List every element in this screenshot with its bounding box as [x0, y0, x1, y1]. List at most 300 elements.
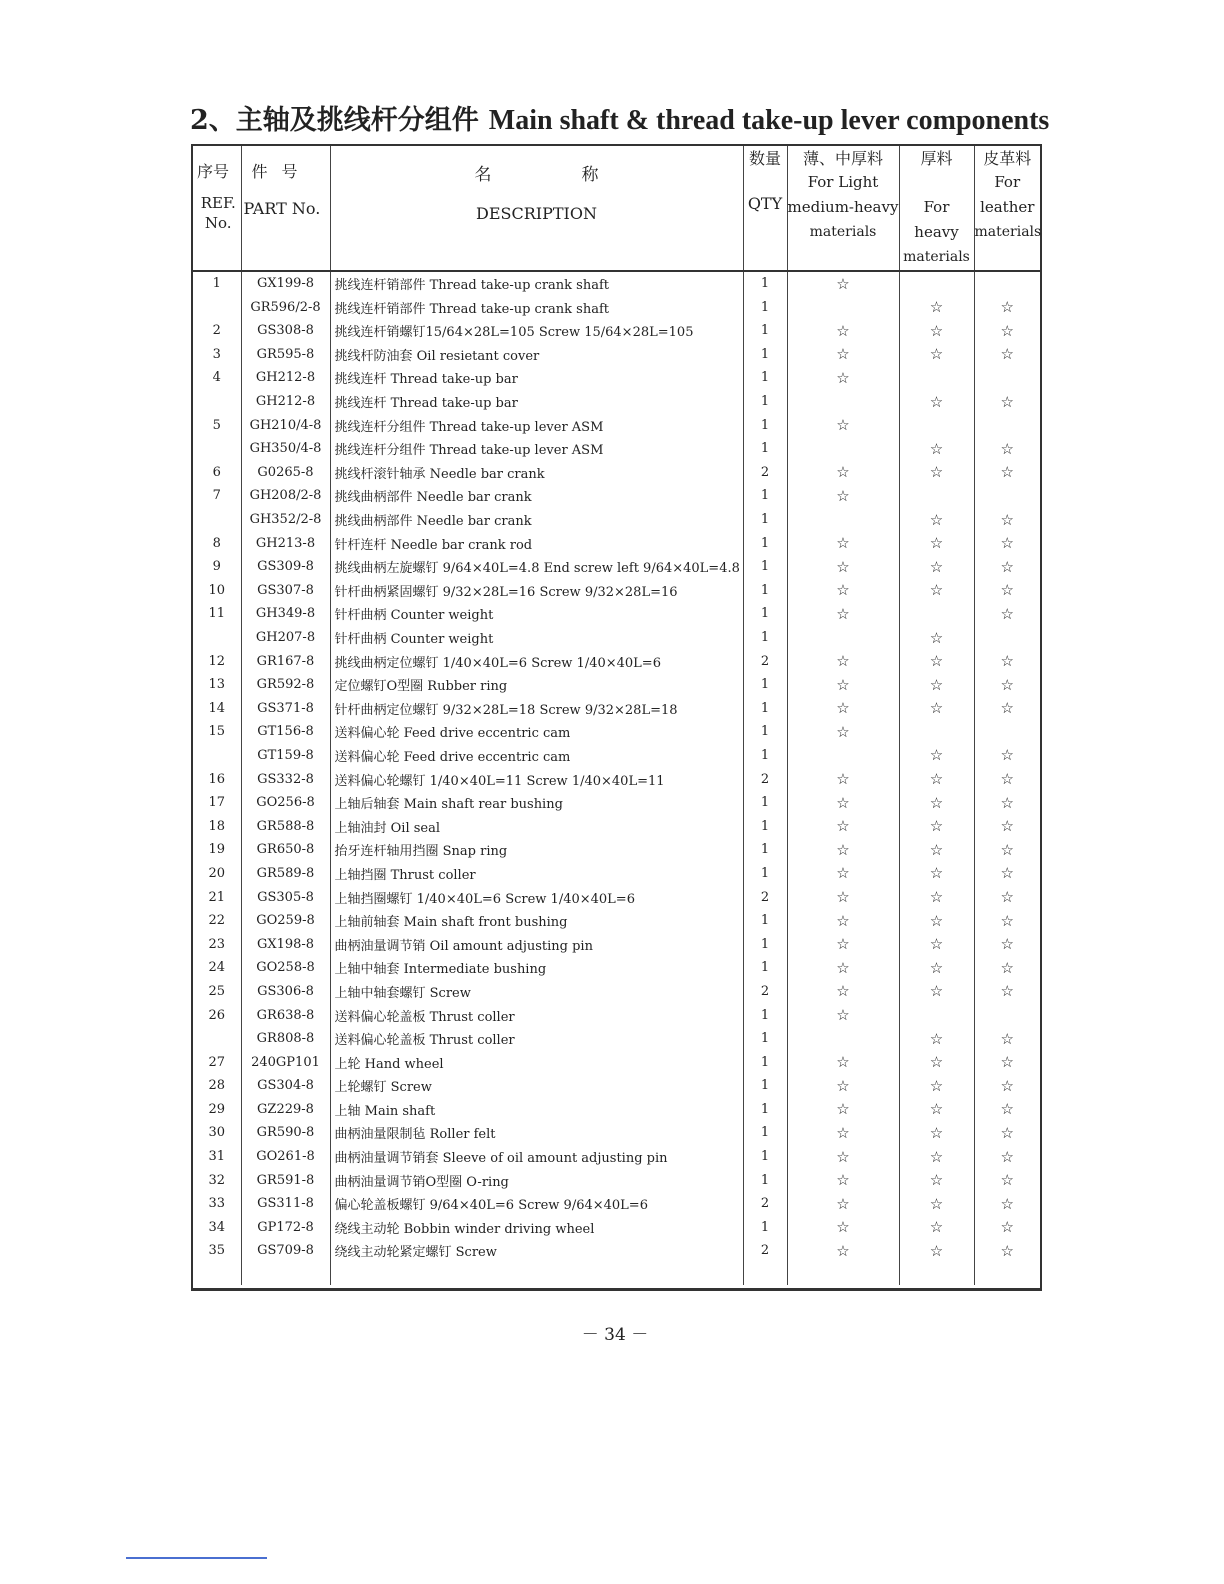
qty-cell: 1: [743, 390, 787, 414]
qty-cell: 1: [743, 956, 787, 980]
part-number-cell: GR167-8: [241, 649, 330, 673]
heavy-materials-cell: [899, 1003, 974, 1027]
empty-cell: [241, 1263, 330, 1285]
leather-materials-cell: [974, 413, 1040, 437]
leather-materials-cell: [974, 767, 1040, 791]
qty-cell: 1: [743, 1098, 787, 1122]
qty-cell: 1: [743, 271, 787, 296]
part-number-cell: GS304-8: [241, 1074, 330, 1098]
leather-materials-cell: [974, 531, 1040, 555]
star-icon: ☆: [836, 345, 850, 364]
star-icon: ☆: [836, 982, 850, 1001]
qty-cell: 2: [743, 1239, 787, 1263]
ref-cell: 30: [193, 1121, 241, 1145]
qty-cell: 1: [743, 602, 787, 626]
leather-materials-cell: [974, 814, 1040, 838]
light-materials-cell: [787, 1145, 899, 1169]
part-number-cell: GO256-8: [241, 791, 330, 815]
qty-cell: 1: [743, 1168, 787, 1192]
table-row: [193, 696, 1040, 720]
star-icon: ☆: [929, 1147, 944, 1166]
star-icon: ☆: [1000, 439, 1014, 458]
leather-materials-cell: [974, 461, 1040, 485]
table-row: [193, 649, 1040, 673]
star-icon: ☆: [836, 864, 850, 883]
blue-underline-mark: [126, 1557, 267, 1559]
part-number-cell: 240GP101: [241, 1050, 330, 1074]
description-cell: 针杆曲柄 Counter weight: [330, 626, 743, 650]
heavy-materials-cell: [899, 508, 974, 532]
description-cell: 曲柄油量调节销套 Sleeve of oil amount adjusting pin: [330, 1145, 743, 1169]
description-cell: 上轮 Hand wheel: [330, 1050, 743, 1074]
header-light-en3: materials: [809, 223, 877, 240]
leather-materials-cell: [974, 1098, 1040, 1122]
part-number-cell: GR588-8: [241, 814, 330, 838]
qty-cell: 1: [743, 295, 787, 319]
header-ref-zh: 序号: [197, 162, 230, 181]
empty-cell: [974, 1263, 1040, 1285]
ref-cell: 24: [193, 956, 241, 980]
part-number-cell: GS709-8: [241, 1239, 330, 1263]
star-icon: ☆: [929, 1123, 944, 1142]
qty-cell: 1: [743, 720, 787, 744]
star-icon: ☆: [836, 581, 850, 600]
table-row: [193, 673, 1040, 697]
star-icon: ☆: [1000, 1194, 1014, 1213]
star-icon: ☆: [836, 793, 850, 812]
star-icon: ☆: [929, 1053, 944, 1072]
description-cell: 抬牙连杆轴用挡圈 Snap ring: [330, 838, 743, 862]
leather-materials-cell: [974, 744, 1040, 768]
table-row: [193, 767, 1040, 791]
part-number-cell: GR589-8: [241, 862, 330, 886]
part-number-cell: GR590-8: [241, 1121, 330, 1145]
description-cell: 送料偏心轮 Feed drive eccentric cam: [330, 720, 743, 744]
star-icon: ☆: [836, 486, 850, 505]
part-number-cell: GO258-8: [241, 956, 330, 980]
star-icon: ☆: [929, 935, 944, 954]
star-icon: ☆: [1000, 911, 1014, 930]
star-icon: ☆: [1000, 1241, 1014, 1260]
table-row: [193, 413, 1040, 437]
leather-materials-cell: [974, 1050, 1040, 1074]
ref-cell: 25: [193, 980, 241, 1004]
qty-cell: 2: [743, 461, 787, 485]
star-icon: ☆: [836, 722, 850, 741]
star-icon: ☆: [929, 864, 944, 883]
light-materials-cell: [787, 437, 899, 461]
part-number-cell: GR596/2-8: [241, 295, 330, 319]
light-materials-cell: [787, 413, 899, 437]
description-cell: 挑线连杆销部件 Thread take-up crank shaft: [330, 271, 743, 296]
light-materials-cell: [787, 343, 899, 367]
ref-cell: 15: [193, 720, 241, 744]
part-number-cell: GR591-8: [241, 1168, 330, 1192]
qty-cell: 1: [743, 932, 787, 956]
ref-cell: [193, 626, 241, 650]
ref-cell: 3: [193, 343, 241, 367]
leather-materials-cell: [974, 484, 1040, 508]
star-icon: ☆: [1000, 1029, 1014, 1048]
light-materials-cell: [787, 366, 899, 390]
star-icon: ☆: [836, 1100, 850, 1119]
light-materials-cell: [787, 555, 899, 579]
light-materials-cell: [787, 1216, 899, 1240]
star-icon: ☆: [1000, 675, 1014, 694]
leather-materials-cell: [974, 838, 1040, 862]
description-cell: 上轴油封 Oil seal: [330, 814, 743, 838]
part-number-cell: GH349-8: [241, 602, 330, 626]
part-number-cell: GT159-8: [241, 744, 330, 768]
header-light-en1: For Light: [807, 172, 879, 191]
table-row: [193, 791, 1040, 815]
description-cell: 挑线连杆销螺钉15/64×28L=105 Screw 15/64×28L=105: [330, 319, 743, 343]
star-icon: ☆: [836, 1123, 850, 1142]
part-number-cell: GR592-8: [241, 673, 330, 697]
star-icon: ☆: [929, 392, 944, 411]
qty-cell: 1: [743, 862, 787, 886]
empty-cell: [899, 1263, 974, 1285]
empty-cell: [330, 1263, 743, 1285]
qty-cell: 2: [743, 767, 787, 791]
heavy-materials-cell: [899, 814, 974, 838]
part-number-cell: GS371-8: [241, 696, 330, 720]
star-icon: ☆: [929, 1076, 944, 1095]
light-materials-cell: [787, 838, 899, 862]
header-heavy-en3: materials: [903, 248, 970, 265]
star-icon: ☆: [836, 1241, 850, 1260]
description-cell: 曲柄油量调节销O型圈 O-ring: [330, 1168, 743, 1192]
ref-cell: 27: [193, 1050, 241, 1074]
star-icon: ☆: [1000, 982, 1014, 1001]
ref-cell: [193, 295, 241, 319]
table-row: [193, 579, 1040, 603]
star-icon: ☆: [836, 770, 850, 789]
leather-materials-cell: [974, 1192, 1040, 1216]
ref-cell: 21: [193, 885, 241, 909]
part-number-cell: GH213-8: [241, 531, 330, 555]
description-cell: 曲柄油量限制毡 Roller felt: [330, 1121, 743, 1145]
leather-materials-cell: [974, 1145, 1040, 1169]
leather-materials-cell: [974, 932, 1040, 956]
leather-materials-cell: [974, 1027, 1040, 1051]
leather-materials-cell: [974, 791, 1040, 815]
leather-materials-cell: [974, 649, 1040, 673]
ref-cell: 16: [193, 767, 241, 791]
leather-materials-cell: [974, 980, 1040, 1004]
star-icon: ☆: [929, 557, 944, 576]
ref-cell: 28: [193, 1074, 241, 1098]
star-icon: ☆: [929, 534, 944, 553]
star-icon: ☆: [1000, 1076, 1014, 1095]
qty-cell: 1: [743, 1003, 787, 1027]
part-number-cell: GS311-8: [241, 1192, 330, 1216]
description-cell: 上轴 Main shaft: [330, 1098, 743, 1122]
header-leather-en2: leather: [980, 197, 1035, 216]
qty-cell: 1: [743, 1216, 787, 1240]
star-icon: ☆: [836, 557, 850, 576]
qty-cell: 2: [743, 980, 787, 1004]
description-cell: 送料偏心轮盖板 Thrust coller: [330, 1003, 743, 1027]
leather-materials-cell: [974, 1168, 1040, 1192]
light-materials-cell: [787, 1239, 899, 1263]
ref-cell: 34: [193, 1216, 241, 1240]
qty-cell: 1: [743, 531, 787, 555]
heavy-materials-cell: [899, 791, 974, 815]
ref-cell: 19: [193, 838, 241, 862]
heavy-materials-cell: [899, 885, 974, 909]
heavy-materials-cell: [899, 484, 974, 508]
star-icon: ☆: [1000, 958, 1014, 977]
part-number-cell: GZ229-8: [241, 1098, 330, 1122]
heavy-materials-cell: [899, 1145, 974, 1169]
light-materials-cell: [787, 1003, 899, 1027]
header-heavy-en2: For heavy: [914, 197, 959, 241]
description-cell: 挑线杆滚针轴承 Needle bar crank: [330, 461, 743, 485]
ref-cell: 20: [193, 862, 241, 886]
part-number-cell: GH210/4-8: [241, 413, 330, 437]
ref-cell: 17: [193, 791, 241, 815]
star-icon: ☆: [1000, 1218, 1014, 1237]
heavy-materials-cell: [899, 649, 974, 673]
star-icon: ☆: [1000, 935, 1014, 954]
header-leather-en1: For: [994, 172, 1021, 191]
leather-materials-cell: [974, 366, 1040, 390]
ref-cell: 10: [193, 579, 241, 603]
heavy-materials-cell: [899, 744, 974, 768]
star-icon: ☆: [1000, 888, 1014, 907]
description-cell: 上轴中轴套螺钉 Screw: [330, 980, 743, 1004]
qty-cell: 1: [743, 413, 787, 437]
empty-cell: [193, 1263, 241, 1285]
star-icon: ☆: [1000, 840, 1014, 859]
qty-cell: 1: [743, 1121, 787, 1145]
heavy-materials-cell: [899, 932, 974, 956]
light-materials-cell: [787, 531, 899, 555]
table-row: [193, 555, 1040, 579]
light-materials-cell: [787, 1027, 899, 1051]
table-row: [193, 390, 1040, 414]
leather-materials-cell: [974, 1121, 1040, 1145]
light-materials-cell: [787, 1050, 899, 1074]
part-number-cell: GX199-8: [241, 271, 330, 296]
header-heavy-materials: [899, 146, 974, 271]
star-icon: ☆: [836, 534, 850, 553]
header-description: [330, 146, 743, 271]
light-materials-cell: [787, 1121, 899, 1145]
qty-cell: 2: [743, 1192, 787, 1216]
part-number-cell: G0265-8: [241, 461, 330, 485]
light-materials-cell: [787, 579, 899, 603]
leather-materials-cell: [974, 390, 1040, 414]
table-row: [193, 1074, 1040, 1098]
star-icon: ☆: [1000, 793, 1014, 812]
star-icon: ☆: [929, 888, 944, 907]
star-icon: ☆: [1000, 817, 1014, 836]
star-icon: ☆: [929, 911, 944, 930]
ref-cell: 8: [193, 531, 241, 555]
parts-table-frame: [191, 144, 1042, 1291]
heavy-materials-cell: [899, 555, 974, 579]
light-materials-cell: [787, 390, 899, 414]
light-materials-cell: [787, 932, 899, 956]
light-materials-cell: [787, 461, 899, 485]
table-row: [193, 956, 1040, 980]
leather-materials-cell: [974, 862, 1040, 886]
table-row: [193, 744, 1040, 768]
heavy-materials-cell: [899, 1239, 974, 1263]
heavy-materials-cell: [899, 673, 974, 697]
part-number-cell: GR595-8: [241, 343, 330, 367]
leather-materials-cell: [974, 885, 1040, 909]
header-heavy-zh: 厚料: [920, 149, 953, 168]
description-cell: 挑线曲柄定位螺钉 1/40×40L=6 Screw 1/40×40L=6: [330, 649, 743, 673]
description-cell: 针杆曲柄紧固螺钉 9/32×28L=16 Screw 9/32×28L=16: [330, 579, 743, 603]
star-icon: ☆: [1000, 510, 1014, 529]
leather-materials-cell: [974, 673, 1040, 697]
heavy-materials-cell: [899, 366, 974, 390]
star-icon: ☆: [836, 840, 850, 859]
star-icon: ☆: [1000, 392, 1014, 411]
ref-cell: 29: [193, 1098, 241, 1122]
part-number-cell: GH350/4-8: [241, 437, 330, 461]
star-icon: ☆: [836, 888, 850, 907]
light-materials-cell: [787, 696, 899, 720]
part-number-cell: GO261-8: [241, 1145, 330, 1169]
qty-cell: 1: [743, 1074, 787, 1098]
heavy-materials-cell: [899, 390, 974, 414]
star-icon: ☆: [1000, 557, 1014, 576]
heavy-materials-cell: [899, 696, 974, 720]
header-light-zh: 薄、中厚料: [802, 149, 883, 168]
header-qty-zh: 数量: [748, 149, 781, 168]
table-row: [193, 909, 1040, 933]
star-icon: ☆: [836, 958, 850, 977]
star-icon: ☆: [836, 368, 850, 387]
star-icon: ☆: [929, 298, 944, 317]
qty-cell: 1: [743, 696, 787, 720]
qty-cell: 1: [743, 1027, 787, 1051]
header-leather-en3: materials: [974, 223, 1042, 240]
leather-materials-cell: [974, 295, 1040, 319]
star-icon: ☆: [1000, 581, 1014, 600]
star-icon: ☆: [929, 1218, 944, 1237]
table-row: [193, 1145, 1040, 1169]
light-materials-cell: [787, 909, 899, 933]
light-materials-cell: [787, 720, 899, 744]
light-materials-cell: [787, 956, 899, 980]
heavy-materials-cell: [899, 1168, 974, 1192]
heavy-materials-cell: [899, 413, 974, 437]
description-cell: 曲柄油量调节销 Oil amount adjusting pin: [330, 932, 743, 956]
parts-table-body: [193, 271, 1040, 1285]
table-row: [193, 531, 1040, 555]
description-cell: 上轴中轴套 Intermediate bushing: [330, 956, 743, 980]
light-materials-cell: [787, 295, 899, 319]
light-materials-cell: [787, 508, 899, 532]
star-icon: ☆: [929, 1171, 944, 1190]
star-icon: ☆: [929, 958, 944, 977]
header-heavy-en1: [900, 170, 974, 195]
qty-cell: 1: [743, 366, 787, 390]
part-number-cell: GS306-8: [241, 980, 330, 1004]
qty-cell: 1: [743, 579, 787, 603]
star-icon: ☆: [929, 699, 944, 718]
light-materials-cell: [787, 885, 899, 909]
ref-cell: 14: [193, 696, 241, 720]
light-materials-cell: [787, 1074, 899, 1098]
star-icon: ☆: [929, 1100, 944, 1119]
heavy-materials-cell: [899, 579, 974, 603]
star-icon: ☆: [929, 746, 944, 765]
title-zh: 2、主轴及挑线杆分组件: [190, 105, 479, 136]
leather-materials-cell: [974, 626, 1040, 650]
star-icon: ☆: [929, 652, 944, 671]
table-row: [193, 885, 1040, 909]
table-row: [193, 862, 1040, 886]
qty-cell: 1: [743, 484, 787, 508]
star-icon: ☆: [836, 699, 850, 718]
ref-cell: [193, 508, 241, 532]
heavy-materials-cell: [899, 343, 974, 367]
star-icon: ☆: [929, 675, 944, 694]
description-cell: 挑线曲柄部件 Needle bar crank: [330, 484, 743, 508]
light-materials-cell: [787, 1098, 899, 1122]
part-number-cell: GR808-8: [241, 1027, 330, 1051]
heavy-materials-cell: [899, 626, 974, 650]
heavy-materials-cell: [899, 720, 974, 744]
description-cell: 上轴前轴套 Main shaft front bushing: [330, 909, 743, 933]
star-icon: ☆: [929, 510, 944, 529]
part-number-cell: GO259-8: [241, 909, 330, 933]
ref-cell: 9: [193, 555, 241, 579]
leather-materials-cell: [974, 720, 1040, 744]
description-cell: 挑线杆防油套 Oil resietant cover: [330, 343, 743, 367]
table-row: [193, 366, 1040, 390]
star-icon: ☆: [1000, 864, 1014, 883]
ref-cell: 11: [193, 602, 241, 626]
table-filler-row: [193, 1263, 1040, 1285]
qty-cell: 1: [743, 791, 787, 815]
star-icon: ☆: [836, 1147, 850, 1166]
heavy-materials-cell: [899, 1027, 974, 1051]
header-leather-zh: 皮革料: [983, 149, 1032, 168]
ref-cell: 13: [193, 673, 241, 697]
star-icon: ☆: [929, 982, 944, 1001]
qty-cell: 1: [743, 508, 787, 532]
star-icon: ☆: [836, 675, 850, 694]
star-icon: ☆: [836, 1053, 850, 1072]
light-materials-cell: [787, 673, 899, 697]
ref-cell: 32: [193, 1168, 241, 1192]
qty-cell: 1: [743, 1050, 787, 1074]
qty-cell: 2: [743, 885, 787, 909]
star-icon: ☆: [929, 1029, 944, 1048]
leather-materials-cell: [974, 956, 1040, 980]
table-row: [193, 1003, 1040, 1027]
header-light-materials: [787, 146, 899, 271]
heavy-materials-cell: [899, 1192, 974, 1216]
part-number-cell: GH352/2-8: [241, 508, 330, 532]
heavy-materials-cell: [899, 1074, 974, 1098]
table-row: [193, 295, 1040, 319]
header-qty: [743, 146, 787, 271]
ref-cell: 23: [193, 932, 241, 956]
qty-cell: 1: [743, 838, 787, 862]
table-row: [193, 1121, 1040, 1145]
description-cell: 挑线曲柄部件 Needle bar crank: [330, 508, 743, 532]
light-materials-cell: [787, 767, 899, 791]
